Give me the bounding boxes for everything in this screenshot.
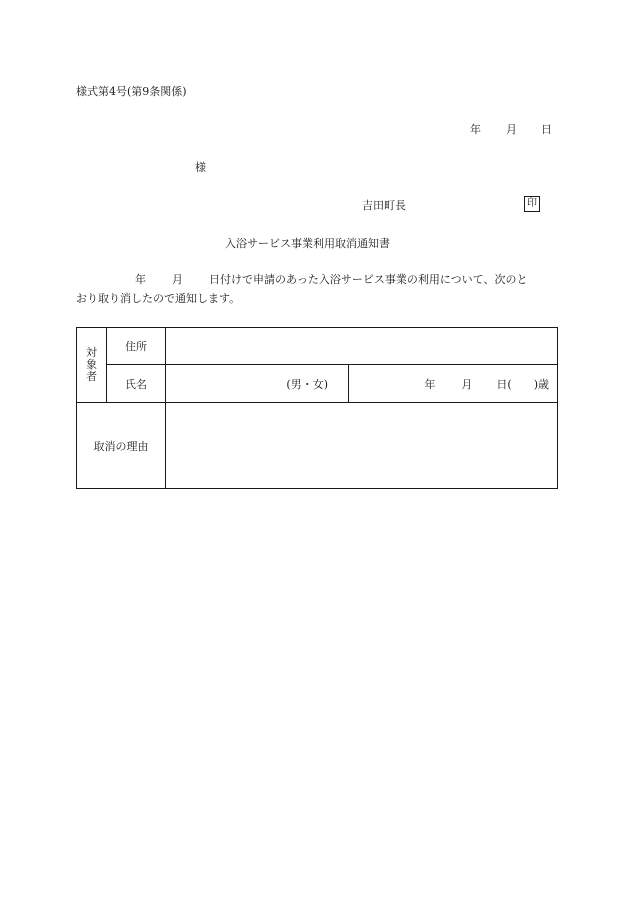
subject-label-char: 対: [86, 346, 97, 359]
date-day-label: 日: [541, 123, 552, 136]
subject-label-char: 象: [86, 358, 97, 371]
reason-field[interactable]: [166, 403, 558, 489]
form-number: 様式第4号(第9条関係): [76, 85, 187, 98]
seal-mark: 印: [524, 196, 540, 212]
subject-label-char: 者: [86, 370, 97, 383]
body-text-line-1: 日付けで申請のあった入浴サービス事業の利用について、次のと: [209, 273, 528, 286]
gender-options: (男・女): [286, 377, 328, 391]
document-title: 入浴サービス事業利用取消通知書: [225, 237, 390, 250]
age-label: )歳: [533, 377, 549, 391]
body-text-line-2: おり取り消したので通知します。: [76, 292, 241, 305]
body-year-label: 年: [135, 273, 146, 286]
subject-label: [77, 328, 107, 403]
body-line-1: [76, 273, 556, 287]
name-gender-field[interactable]: [166, 365, 349, 403]
birth-month-label: 月: [461, 377, 473, 391]
issuer-title: 吉田町長: [362, 199, 406, 212]
birth-date-field[interactable]: [349, 365, 558, 403]
subject-table: [76, 327, 558, 489]
body-month-label: 月: [172, 273, 183, 286]
birth-year-label: 年: [424, 377, 436, 391]
date-year-label: 年: [470, 123, 481, 136]
addressee-suffix: 様: [195, 161, 206, 174]
birth-day-label: 日(: [496, 377, 512, 391]
date-month-label: 月: [506, 123, 517, 136]
address-field[interactable]: [166, 328, 558, 365]
address-label: 住所: [107, 328, 166, 365]
reason-label: 取消の理由: [77, 403, 166, 489]
name-label: 氏名: [107, 365, 166, 403]
